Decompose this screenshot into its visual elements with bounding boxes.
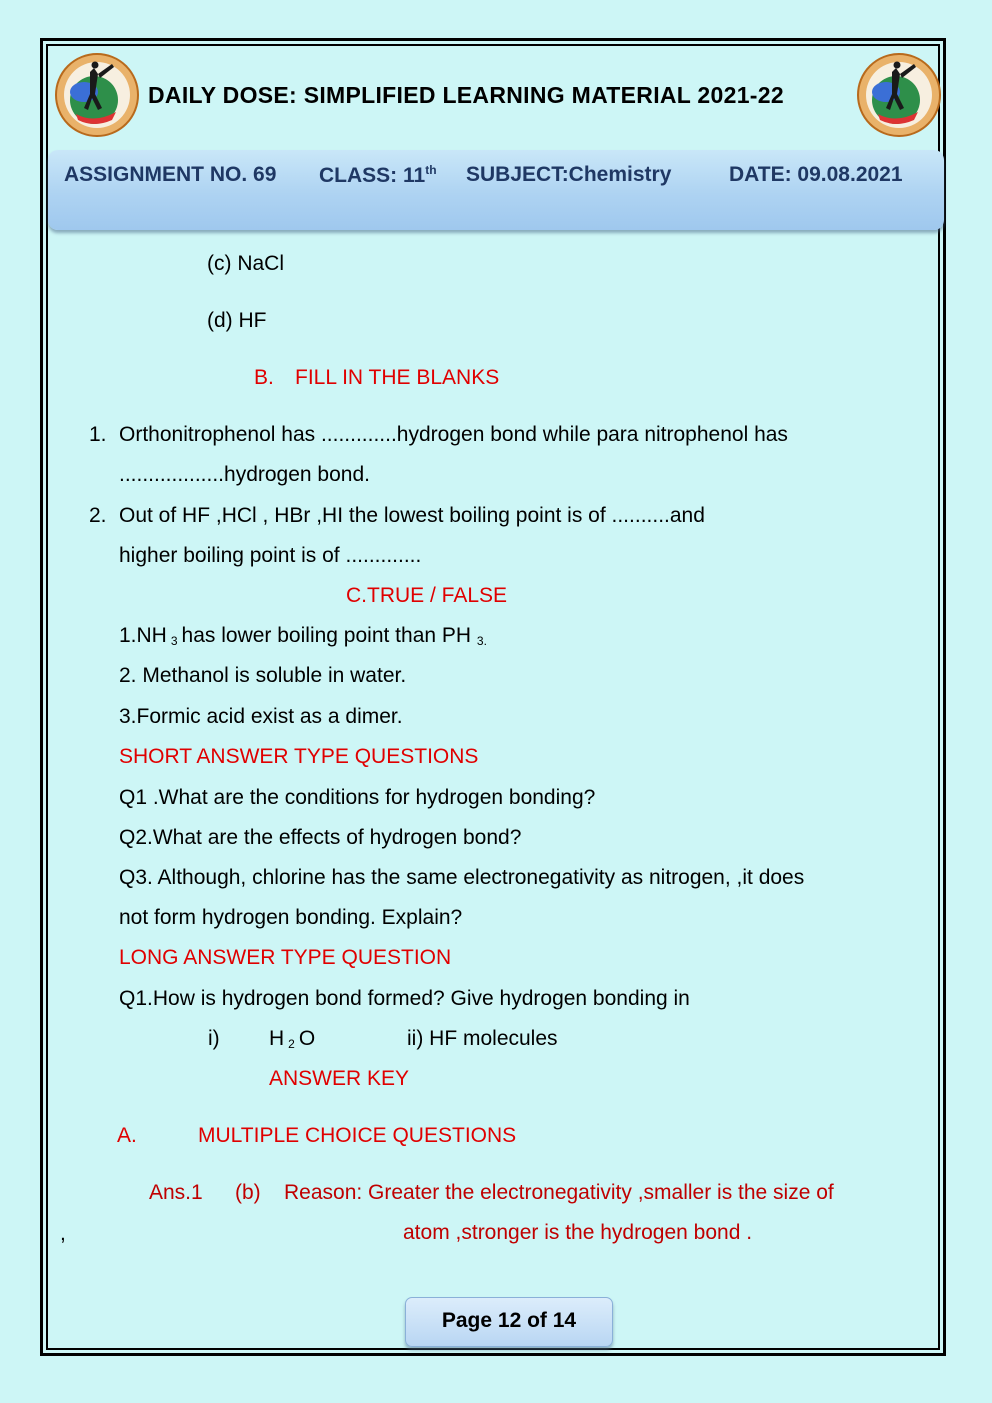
answer-section-title: MULTIPLE CHOICE QUESTIONS [198, 1124, 517, 1147]
answer-key-title: ANSWER KEY [269, 1067, 410, 1090]
fill-q2-line2: higher boiling point is of ............. [119, 544, 422, 567]
school-logo-left [54, 52, 140, 138]
answer-section-letter: A. [117, 1124, 137, 1147]
assignment-number: ASSIGNMENT NO. 69 [64, 163, 277, 186]
long-q1-ii: ii) HF molecules [407, 1027, 558, 1050]
tf-s1-part1: 1.NH [119, 624, 167, 647]
long-answer-title: LONG ANSWER TYPE QUESTION [119, 946, 452, 969]
section-b-title: FILL IN THE BLANKS [295, 366, 500, 389]
page-border-inner [46, 44, 940, 1350]
ans1-reason: Reason: Greater the electronegativity ,smaller is the size of [284, 1181, 834, 1204]
tf-s1-sub: 3 [170, 634, 178, 648]
date-label: DATE: 09.08.2021 [729, 163, 903, 186]
short-q3-line1: Q3. Although, chlorine has the same electronegativity as nitrogen, ,it does [119, 866, 805, 889]
short-q1: Q1 .What are the conditions for hydrogen bonding? [119, 786, 596, 809]
ans1-choice: (b) [235, 1181, 261, 1204]
fill-q1-line1: Orthonitrophenol has .............hydrogen bond while para nitrophenol has [119, 423, 788, 446]
fill-q2-line1: Out of HF ,HCl , HBr ,HI the lowest boiling point is of ..........and [119, 504, 705, 527]
option-d: (d) HF [207, 309, 267, 332]
assignment-bar [48, 150, 944, 230]
class-text: CLASS: 11 [319, 164, 426, 187]
subject-label: SUBJECT:Chemistry [466, 163, 672, 186]
tf-statement-3: 3.Formic acid exist as a dimer. [119, 705, 403, 728]
fill-q1-line2: ..................hydrogen bond. [119, 463, 370, 486]
page-number-box: Page 12 of 14 [405, 1297, 613, 1347]
option-c: (c) NaCl [207, 252, 284, 275]
formula-h: H [269, 1027, 285, 1050]
formula-o: O [298, 1027, 316, 1050]
ans1-label: Ans.1 [149, 1181, 203, 1204]
stray-comma: , [60, 1222, 66, 1245]
long-q1-i-label: i) [208, 1027, 220, 1050]
short-answer-title: SHORT ANSWER TYPE QUESTIONS [119, 745, 479, 768]
section-b-letter: B. [254, 366, 274, 389]
tf-statement-2: 2. Methanol is soluble in water. [119, 664, 407, 687]
tf-s1-sub2: 3. [476, 634, 487, 648]
short-q2: Q2.What are the effects of hydrogen bond? [119, 826, 522, 849]
formula-sub: 2 [288, 1037, 295, 1051]
long-q1-i-formula [269, 1027, 315, 1051]
section-c-title: C.TRUE / FALSE [346, 584, 508, 607]
fill-q2-number: 2. [89, 504, 107, 527]
long-q1: Q1.How is hydrogen bond formed? Give hydrogen bonding in [119, 987, 690, 1010]
school-logo-right [856, 52, 942, 138]
ans1-reason-continued: atom ,stronger is the hydrogen bond . [403, 1221, 753, 1244]
tf-statement-1 [119, 624, 487, 648]
class-superscript: th [425, 163, 437, 177]
fill-q1-number: 1. [89, 423, 107, 446]
tf-s1-part2: has lower boiling point than PH [181, 624, 472, 647]
header-title: DAILY DOSE: SIMPLIFIED LEARNING MATERIAL 2021-22 [148, 82, 784, 108]
short-q3-line2: not form hydrogen bonding. Explain? [119, 906, 463, 929]
class-label [319, 163, 437, 188]
